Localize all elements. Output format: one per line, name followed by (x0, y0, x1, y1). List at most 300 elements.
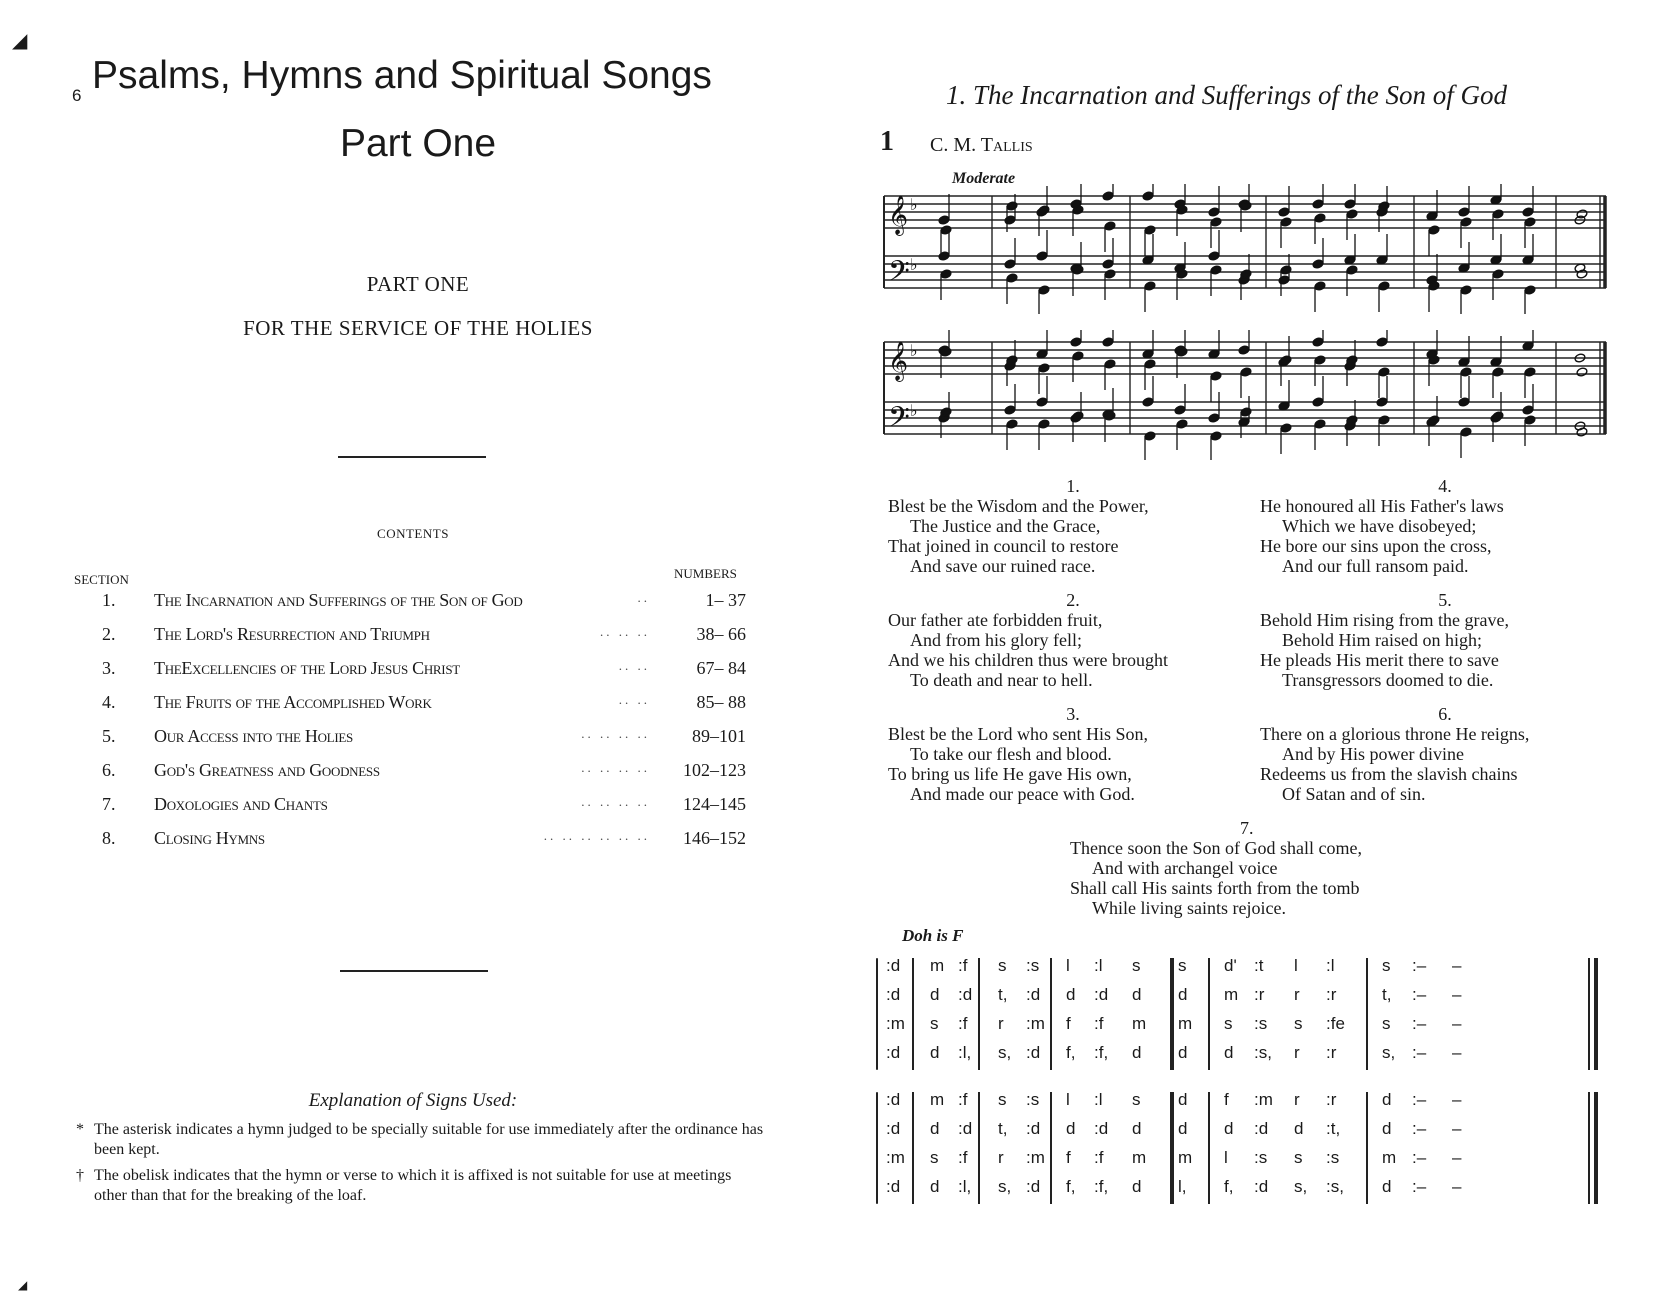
note-head (1428, 225, 1440, 235)
solfa-note: :f (1094, 1014, 1104, 1033)
verse-7 (1070, 818, 1450, 918)
solfa-note: f, (1066, 1043, 1076, 1062)
verse-number: 5. (1438, 590, 1452, 610)
note-head (1492, 411, 1504, 421)
leader-dots: .. .. .. .. (581, 726, 650, 741)
solfa-bar-line (912, 1092, 914, 1204)
solfa-note: m (1178, 1014, 1193, 1033)
verse-line: To take our flesh and blood. (910, 744, 1112, 764)
note-head (1522, 207, 1534, 217)
tempo-marking: Moderate (952, 170, 1016, 187)
note-head (1210, 431, 1222, 441)
solfa-note: :f (958, 1148, 968, 1167)
music-staff-system-2 (880, 330, 1610, 460)
numbers-column-label: NUMBERS (674, 566, 737, 581)
solfa-note: – (1452, 956, 1462, 975)
explanation-asterisk (76, 1120, 766, 1162)
solfa-note: :d (1026, 1043, 1041, 1062)
solfa-note: :l (1094, 956, 1103, 975)
solfa-note: :r (1326, 1090, 1337, 1109)
toc-number: 4. (102, 692, 116, 712)
solfa-note: :s (1254, 1148, 1268, 1167)
solfa-note: f (1224, 1090, 1229, 1109)
note-head (1036, 397, 1048, 407)
verse-line: Redeems us from the slavish chains (1260, 764, 1518, 784)
solfa-note: t, (998, 985, 1008, 1004)
note-head (1524, 415, 1536, 425)
solfa-note: l (1066, 956, 1070, 975)
verse-line: Blest be the Lord who sent His Son, (888, 724, 1148, 744)
toc-number: 7. (102, 794, 116, 814)
toc-number: 3. (102, 658, 116, 678)
note-head (1346, 355, 1358, 365)
note-head (1378, 201, 1390, 211)
tonic-solfa-system-2 (882, 1090, 1610, 1210)
solfa-note: – (1452, 1119, 1462, 1138)
note-head (1312, 337, 1324, 347)
solfa-note: d (1132, 1119, 1142, 1138)
note-head (1240, 407, 1252, 417)
solfa-note: :– (1412, 1177, 1427, 1196)
explanation-text: The asterisk indicates a hymn judged to be specially suitable for use immediately after the ordinance has been kept. (94, 1121, 764, 1158)
treble-clef-icon: 𝄞 (888, 195, 909, 235)
note-head (1208, 251, 1220, 261)
note-head (1312, 199, 1324, 209)
note-head (940, 269, 952, 279)
note-head (1458, 207, 1470, 217)
toc-title: The Incarnation and Sufferings of the Son of God (154, 590, 523, 610)
verse-line: Transgressors doomed to die. (1282, 670, 1494, 690)
note-head (1104, 359, 1116, 369)
book-title: Psalms, Hymns and Spiritual Songs (92, 54, 712, 97)
solfa-note: :t (1254, 956, 1264, 975)
solfa-note: :r (1326, 985, 1337, 1004)
solfa-row (882, 956, 1610, 985)
note-head (1458, 397, 1470, 407)
note-head (1378, 281, 1390, 291)
solfa-note: :– (1412, 956, 1427, 975)
note-head (1102, 259, 1114, 269)
solfa-note: s (1294, 1014, 1303, 1033)
solfa-note: d (1178, 985, 1188, 1004)
note-head (1280, 423, 1292, 433)
solfa-note: :r (1326, 1043, 1337, 1062)
note-head (1346, 415, 1358, 425)
solfa-note: r (1294, 1090, 1300, 1109)
note-head (1104, 269, 1116, 279)
bass-clef-icon: 𝄢 (888, 255, 910, 295)
solfa-note: :d (1254, 1119, 1269, 1138)
verse-line: Behold Him raised on high; (1282, 630, 1482, 650)
flat-icon: ♭ (910, 401, 918, 420)
solfa-note: :l (1326, 956, 1335, 975)
verse-line: That joined in council to restore (888, 536, 1119, 556)
solfa-note: l (1224, 1148, 1228, 1167)
solfa-note: :d (958, 1119, 973, 1138)
solfa-note: s (1294, 1148, 1303, 1167)
solfa-note: d (1178, 1119, 1188, 1138)
solfa-note: s (1382, 1014, 1391, 1033)
solfa-note: :f (958, 1014, 968, 1033)
explanation-text: The obelisk indicates that the hymn or verse to which it is affixed is not suitable for use at meetings other than that for the breaking of the loaf. (94, 1167, 732, 1204)
solfa-bar-line (1170, 1092, 1174, 1204)
note-head (938, 251, 950, 261)
leader-dots: .. .. (618, 692, 650, 707)
bass-clef-icon: 𝄢 (888, 401, 910, 441)
verse-line: He honoured all His Father's laws (1260, 496, 1504, 516)
leader-dots: .. .. .. (600, 624, 650, 639)
note-head (1524, 367, 1536, 377)
verse-line: And with archangel voice (1092, 858, 1278, 878)
toc-row[interactable] (96, 692, 760, 718)
toc-number: 1. (102, 590, 116, 610)
note-head (1524, 217, 1536, 227)
note-head (1278, 275, 1290, 285)
note-head (1210, 217, 1222, 227)
solfa-note: :d (1026, 985, 1041, 1004)
key-label: Doh is F (902, 926, 964, 945)
note-head (1144, 431, 1156, 441)
verse-line: Behold Him rising from the grave, (1260, 610, 1509, 630)
note-head (1278, 207, 1290, 217)
leader-dots: .. .. .. .. (581, 794, 650, 809)
verse-number: 6. (1438, 704, 1452, 724)
verse-line: Of Satan and of sin. (1282, 784, 1426, 804)
verse-number: 2. (1066, 590, 1080, 610)
note-head (1006, 273, 1018, 283)
note-head (1208, 413, 1220, 423)
note-head (1312, 259, 1324, 269)
note-head (1070, 337, 1082, 347)
solfa-note: :fe (1326, 1014, 1345, 1033)
solfa-note: :m (886, 1148, 905, 1167)
note-head (940, 407, 952, 417)
solfa-note: :d (958, 985, 973, 1004)
note-head (1176, 419, 1188, 429)
solfa-note: d (1132, 1043, 1142, 1062)
solfa-note: d (930, 1177, 940, 1196)
solfa-note: :f (958, 956, 968, 975)
note-head (1314, 213, 1326, 223)
toc-number: 6. (102, 760, 116, 780)
solfa-note: :– (1412, 1090, 1427, 1109)
verse-5 (1260, 590, 1630, 690)
solfa-note: :– (1412, 985, 1427, 1004)
solfa-row (882, 1014, 1610, 1043)
verse-line: While living saints rejoice. (1092, 898, 1286, 918)
note-head (940, 225, 952, 235)
solfa-note: l (1294, 956, 1298, 975)
toc-title: Closing Hymns (154, 828, 265, 848)
verse-number: 7. (1240, 818, 1254, 838)
toc-range: 102–123 (683, 760, 746, 780)
solfa-row (882, 1119, 1610, 1148)
note-head (1524, 285, 1536, 295)
note-head (1038, 363, 1050, 373)
solfa-note: :s (1326, 1148, 1340, 1167)
toc-row[interactable] (96, 760, 760, 786)
solfa-note: – (1452, 1090, 1462, 1109)
solfa-note: :s (1026, 956, 1040, 975)
solfa-note: r (998, 1148, 1004, 1167)
part-subheading: FOR THE SERVICE OF THE HOLIES (243, 316, 593, 340)
solfa-note: d' (1224, 956, 1237, 975)
solfa-note: :f (1094, 1148, 1104, 1167)
flat-icon: ♭ (910, 341, 918, 360)
solfa-note: f (1066, 1014, 1071, 1033)
solfa-note: :s (1026, 1090, 1040, 1109)
note-head (1492, 367, 1504, 377)
solfa-note: d (1132, 985, 1142, 1004)
solfa-note: d (930, 1119, 940, 1138)
verse-2 (888, 590, 1258, 690)
corner-mark-bottom: ◢ (18, 1278, 28, 1292)
verse-line: And our full ransom paid. (1282, 556, 1469, 576)
solfa-note: s (930, 1014, 939, 1033)
solfa-note: :– (1412, 1014, 1427, 1033)
note-head (1208, 207, 1220, 217)
verse-line: To death and near to hell. (910, 670, 1093, 690)
solfa-note: s (998, 1090, 1007, 1109)
note-head (1210, 265, 1222, 275)
solfa-note: l, (1178, 1177, 1187, 1196)
solfa-note: s, (1382, 1043, 1396, 1062)
solfa-note: d (1294, 1119, 1304, 1138)
solfa-note: :d (1254, 1177, 1269, 1196)
tonic-solfa-system-1 (882, 956, 1610, 1076)
tune-name: C. M. Tallis (930, 134, 1033, 156)
note-head (1240, 367, 1252, 377)
note-head (1036, 251, 1048, 261)
verse-line: Our father ate forbidden fruit, (888, 610, 1103, 630)
toc-row[interactable] (96, 658, 760, 684)
note-head (1038, 419, 1050, 429)
note-head (1072, 411, 1084, 421)
toc-range: 124–145 (683, 794, 746, 814)
solfa-note: d (1066, 985, 1076, 1004)
section-column-label: SECTION (74, 572, 129, 587)
verse-number: 4. (1438, 476, 1452, 496)
solfa-note: d (1224, 1119, 1234, 1138)
verse-line: Which we have disobeyed; (1282, 516, 1477, 536)
solfa-note: :d (1026, 1177, 1041, 1196)
note-head (1004, 259, 1016, 269)
note-head (1576, 209, 1588, 219)
toc-row[interactable] (96, 828, 760, 854)
solfa-note: f (1066, 1148, 1071, 1167)
note-head (1280, 355, 1292, 365)
toc-range: 146–152 (683, 828, 746, 848)
note-head (1174, 405, 1186, 415)
solfa-note: :l, (958, 1043, 972, 1062)
leader-dots: .. .. .. .. .. .. (543, 828, 650, 843)
toc-number: 2. (102, 624, 116, 644)
solfa-note: s (1132, 1090, 1141, 1109)
note-head (1072, 351, 1084, 361)
verse-number: 3. (1066, 704, 1080, 724)
solfa-note: :s, (1254, 1043, 1272, 1062)
toc-title: Our Access into the Holies (154, 726, 353, 746)
note-head (1144, 281, 1156, 291)
solfa-note: :d (886, 956, 901, 975)
toc-title: The Fruits of the Accomplished Work (154, 692, 432, 712)
solfa-bar-line (1366, 1092, 1368, 1204)
solfa-note: s (930, 1148, 939, 1167)
hymn-number: 1 (880, 126, 894, 157)
note-head (1142, 397, 1154, 407)
note-head (1004, 405, 1016, 415)
solfa-note: r (1294, 1043, 1300, 1062)
solfa-row (882, 1148, 1610, 1177)
solfa-note: :l (1094, 1090, 1103, 1109)
solfa-note: :f (958, 1090, 968, 1109)
part-heading: PART ONE (366, 272, 470, 296)
solfa-note: :d (1094, 985, 1109, 1004)
note-head (1460, 367, 1472, 377)
solfa-note: – (1452, 1148, 1462, 1167)
verse-line: Blest be the Wisdom and the Power, (888, 496, 1149, 516)
solfa-note: s, (1294, 1177, 1308, 1196)
solfa-bar-line (1594, 1092, 1598, 1204)
solfa-note: d (1178, 1043, 1188, 1062)
toc-row[interactable] (96, 794, 760, 820)
note-head (1376, 337, 1388, 347)
verse-line: The Justice and the Grace, (910, 516, 1101, 536)
toc-title: The Lord's Resurrection and Triumph (154, 624, 430, 644)
verse-6 (1260, 704, 1630, 804)
verse-number: 1. (1066, 476, 1080, 496)
music-staff-system-1 (880, 184, 1610, 314)
solfa-note: d (1066, 1119, 1076, 1138)
verse-line: He pleads His merit there to save (1260, 650, 1499, 670)
solfa-note: m (930, 1090, 945, 1109)
note-head (1376, 397, 1388, 407)
note-head (1492, 209, 1504, 219)
flat-icon: ♭ (910, 195, 918, 214)
asterisk-mark: * (76, 1121, 84, 1138)
verse-line: And save our ruined race. (910, 556, 1096, 576)
note-head (1576, 367, 1588, 377)
solfa-note: :– (1412, 1148, 1427, 1167)
solfa-note: d (930, 985, 940, 1004)
note-head (1492, 269, 1504, 279)
solfa-note: – (1452, 1014, 1462, 1033)
solfa-note: m (1178, 1148, 1193, 1167)
solfa-note: m (1132, 1148, 1147, 1167)
solfa-note: :d (886, 1043, 901, 1062)
verse-3 (888, 704, 1258, 804)
toc-range: 38– 66 (696, 624, 746, 644)
note-head (1038, 285, 1050, 295)
solfa-note: m (1132, 1014, 1147, 1033)
note-head (1210, 371, 1222, 381)
note-head (1378, 367, 1390, 377)
solfa-row (882, 1177, 1610, 1206)
solfa-brace (876, 958, 878, 1070)
part-title: Part One (339, 122, 497, 165)
toc-title: TheExcellencies of the Lord Jesus Christ (154, 658, 460, 678)
note-head (1344, 199, 1356, 209)
verse-line: Shall call His saints forth from the tomb (1070, 878, 1360, 898)
solfa-note: – (1452, 985, 1462, 1004)
note-head (1240, 269, 1252, 279)
note-head (1522, 405, 1534, 415)
toc-number: 5. (102, 726, 116, 746)
divider-1 (338, 456, 486, 458)
solfa-note: d (1382, 1177, 1392, 1196)
solfa-note: s, (998, 1043, 1012, 1062)
note-head (1576, 269, 1588, 279)
solfa-note: s (1178, 956, 1187, 975)
note-head (1102, 337, 1114, 347)
solfa-bar-line (1170, 958, 1174, 1070)
note-head (1006, 355, 1018, 365)
verse-1 (888, 476, 1258, 576)
solfa-bar-line (978, 958, 980, 1070)
note-head (1004, 215, 1016, 225)
solfa-note: :s (1254, 1014, 1268, 1033)
verse-line: And we his children thus were brought (888, 650, 1168, 670)
verse-4 (1260, 476, 1630, 576)
page-number: 6 (72, 86, 82, 105)
verse-line: Thence soon the Son of God shall come, (1070, 838, 1362, 858)
note-head (1006, 419, 1018, 429)
solfa-bar-line (1050, 958, 1052, 1070)
solfa-note: :l, (958, 1177, 972, 1196)
note-head (1142, 191, 1154, 201)
solfa-note: r (1294, 985, 1300, 1004)
solfa-bar-line (912, 958, 914, 1070)
solfa-note: s (998, 956, 1007, 975)
divider-2 (340, 970, 488, 972)
note-head (1428, 415, 1440, 425)
toc-row[interactable] (96, 726, 760, 752)
corner-mark-top: ◢ (12, 30, 28, 52)
solfa-bar-line (1366, 958, 1368, 1070)
solfa-note: f, (1224, 1177, 1234, 1196)
solfa-note: :m (1026, 1014, 1045, 1033)
note-head (1312, 397, 1324, 407)
solfa-note: :r (1254, 985, 1265, 1004)
solfa-note: :– (1412, 1119, 1427, 1138)
note-head (1378, 415, 1390, 425)
solfa-note: d (1382, 1090, 1392, 1109)
toc-row[interactable] (96, 624, 760, 650)
note-head (1038, 205, 1050, 215)
solfa-note: :d (886, 985, 901, 1004)
note-head (1460, 285, 1472, 295)
solfa-row (882, 1090, 1610, 1119)
leader-dots: .. .. .. .. (581, 760, 650, 775)
solfa-note: s (1224, 1014, 1233, 1033)
toc-row[interactable] (96, 590, 760, 616)
solfa-note: s, (998, 1177, 1012, 1196)
solfa-note: – (1452, 1177, 1462, 1196)
solfa-note: m (930, 956, 945, 975)
solfa-note: :s, (1326, 1177, 1344, 1196)
solfa-bar-line (1208, 1092, 1210, 1204)
solfa-brace (876, 1092, 878, 1204)
solfa-note: :d (886, 1090, 901, 1109)
solfa-note: d (1132, 1177, 1142, 1196)
solfa-note: l (1066, 1090, 1070, 1109)
section-title: 1. The Incarnation and Sufferings of the Son of God (946, 80, 1507, 110)
leader-dots: .. (637, 590, 650, 605)
solfa-bar-line (1588, 958, 1590, 1070)
solfa-note: :m (886, 1014, 905, 1033)
note-head (1314, 419, 1326, 429)
solfa-row (882, 1043, 1610, 1072)
